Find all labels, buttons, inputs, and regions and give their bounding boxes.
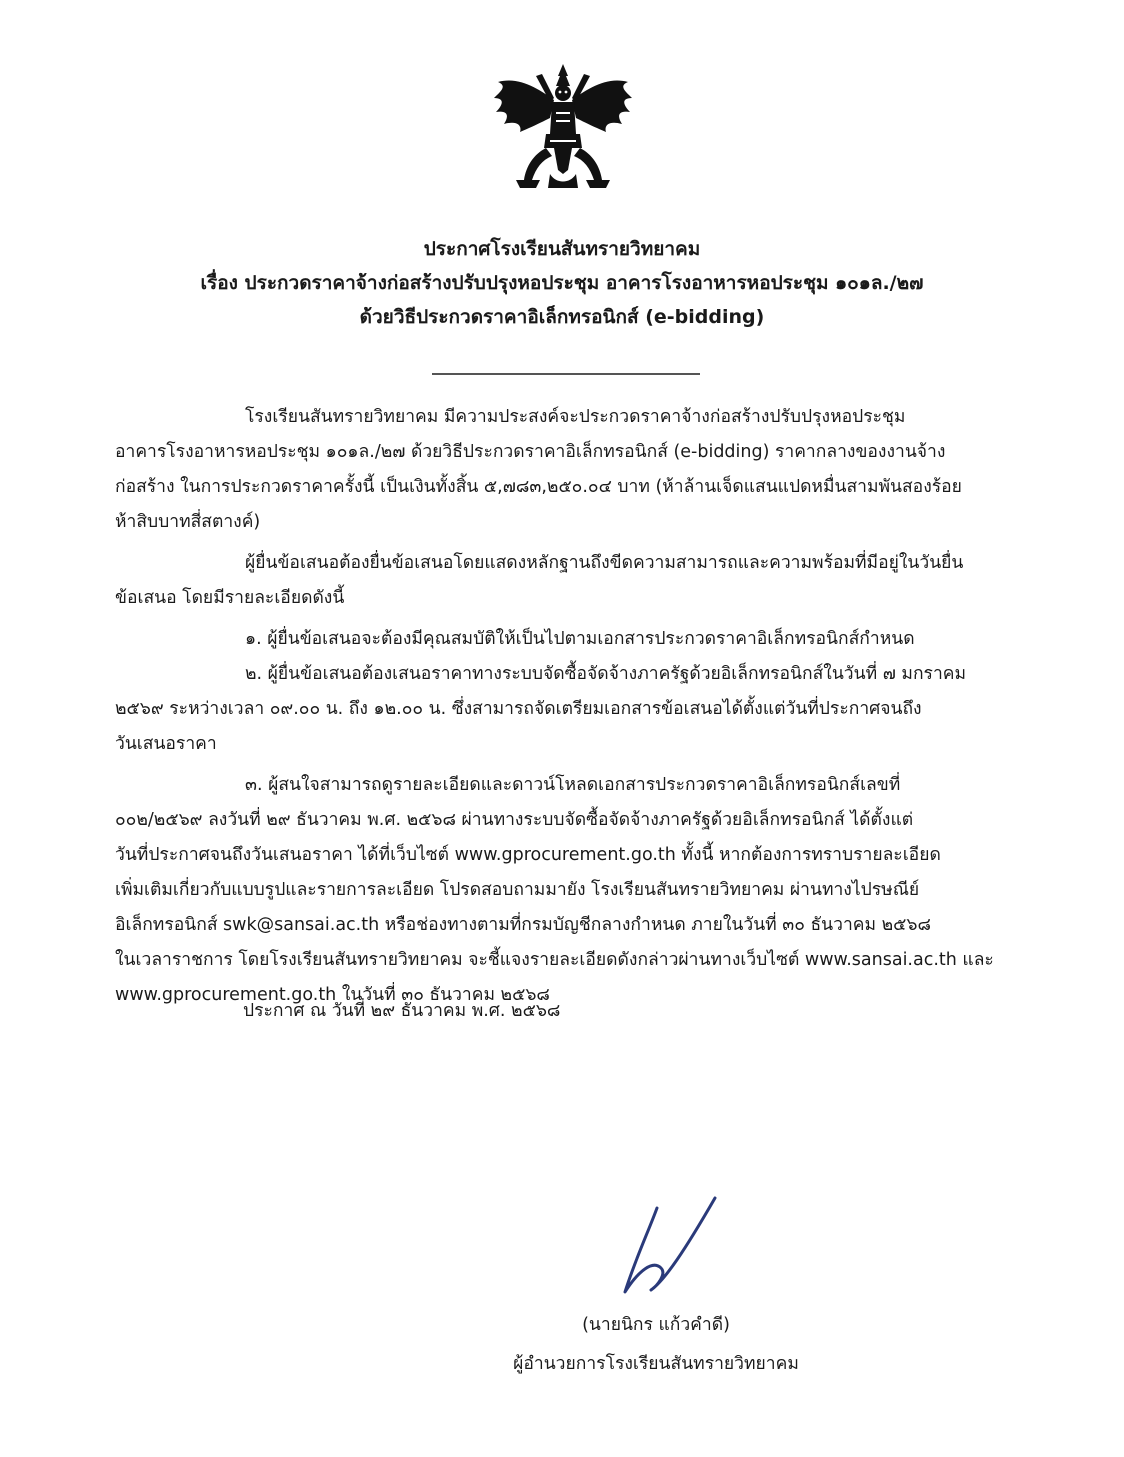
text-line: ข้อเสนอ โดยมีรายละเอียดดังนี้: [115, 588, 345, 608]
text-line: อาคารโรงอาหารหอประชุม ๑๐๑ล./๒๗ ด้วยวิธีประกวดราคาอิเล็กทรอนิกส์ (e-bidding) ราคากลางของงานจ้าง: [115, 442, 946, 462]
text-line: ๒. ผู้ยื่นข้อเสนอต้องเสนอราคาทางระบบจัดซื้อจัดจ้างภาครัฐด้วยอิเล็กทรอนิกส์ในวันที่ ๗ มกราคม: [245, 664, 967, 684]
paragraph-intro: [115, 400, 1015, 540]
text-line: วันเสนอราคา: [115, 734, 217, 754]
paragraph-requirements: [115, 546, 1015, 616]
heading-subject: เรื่อง ประกวดราคาจ้างก่อสร้างปรับปรุงหอประชุม อาคารโรงอาหารหอประชุม ๑๐๑ล./๒๗: [200, 272, 924, 294]
text-line: อิเล็กทรอนิกส์ swk@sansai.ac.th หรือช่องทางตามที่กรมบัญชีกลางกำหนด ภายในวันที่ ๓๐ ธันวาคม ๒๕๖๘: [115, 915, 931, 935]
text-line: ๓. ผู้สนใจสามารถดูรายละเอียดและดาวน์โหลดเอกสารประกวดราคาอิเล็กทรอนิกส์เลขที่: [245, 775, 901, 795]
announcement-date: ประกาศ ณ วันที่ ๒๙ ธันวาคม พ.ศ. ๒๕๖๘: [243, 1001, 561, 1021]
list-item-2: [115, 657, 1015, 762]
handwritten-signature-icon: [605, 1190, 725, 1310]
signer-title: ผู้อำนวยการโรงเรียนสันทรายวิทยาคม: [513, 1354, 799, 1374]
text-line: www.gprocurement.go.th ในวันที่ ๓๐ ธันวาคม ๒๕๖๘: [115, 985, 550, 1005]
text-line: ผู้ยื่นข้อเสนอต้องยื่นข้อเสนอโดยแสดงหลักฐานถึงขีดความสามารถและความพร้อมที่มีอยู่ในวันยื่น: [245, 553, 964, 573]
text-line: โรงเรียนสันทรายวิทยาคม มีความประสงค์จะประกวดราคาจ้างก่อสร้างปรับปรุงหอประชุม: [245, 407, 906, 427]
document-heading: [0, 232, 1124, 334]
list-item-3: [115, 768, 1015, 1013]
document-body: [115, 400, 1015, 1013]
garuda-emblem-icon: [490, 62, 636, 200]
text-line: ๐๐๒/๒๕๖๙ ลงวันที่ ๒๙ ธันวาคม พ.ศ. ๒๕๖๘ ผ่านทางระบบจัดซื้อจัดจ้างภาครัฐด้วยอิเล็กทรอนิกส์ ได้ตั้งแต่: [115, 810, 914, 830]
text-line: ห้าสิบบาทสี่สตางค์): [115, 512, 261, 532]
heading-divider: [432, 373, 700, 375]
text-line: ก่อสร้าง ในการประกวดราคาครั้งนี้ เป็นเงินทั้งสิ้น ๕,๗๘๓,๒๕๐.๐๔ บาท (ห้าล้านเจ็ดแสนแปดหมื่นสามพันสองร้อย: [115, 477, 962, 497]
text-line: วันที่ประกาศจนถึงวันเสนอราคา ได้ที่เว็บไซต์ www.gprocurement.go.th ทั้งนี้ หากต้องการทราบรายละเอียด: [115, 845, 941, 865]
text-line: ในเวลาราชการ โดยโรงเรียนสันทรายวิทยาคม จะชี้แจงรายละเอียดดังกล่าวผ่านทางเว็บไซต์ www.sansai.ac.th และ: [115, 950, 994, 970]
text-line: ๑. ผู้ยื่นข้อเสนอจะต้องมีคุณสมบัติให้เป็นไปตามเอกสารประกวดราคาอิเล็กทรอนิกส์กำหนด: [245, 629, 915, 649]
signer-name: (นายนิกร แก้วคำดี): [582, 1315, 730, 1335]
list-item-1: [115, 622, 1015, 657]
heading-method: ด้วยวิธีประกวดราคาอิเล็กทรอนิกส์ (e-bidding): [359, 306, 765, 328]
text-line: เพิ่มเติมเกี่ยวกับแบบรูปและรายการละเอียด โปรดสอบถามมายัง โรงเรียนสันทรายวิทยาคม ผ่านทางไปรษณีย์: [115, 880, 920, 900]
text-line: ๒๕๖๙ ระหว่างเวลา ๐๙.๐๐ น. ถึง ๑๒.๐๐ น. ซึ่งสามารถจัดเตรียมเอกสารข้อเสนอได้ตั้งแต่วันที่ประกาศจนถึง: [115, 699, 922, 719]
heading-title: ประกาศโรงเรียนสันทรายวิทยาคม: [423, 238, 701, 260]
